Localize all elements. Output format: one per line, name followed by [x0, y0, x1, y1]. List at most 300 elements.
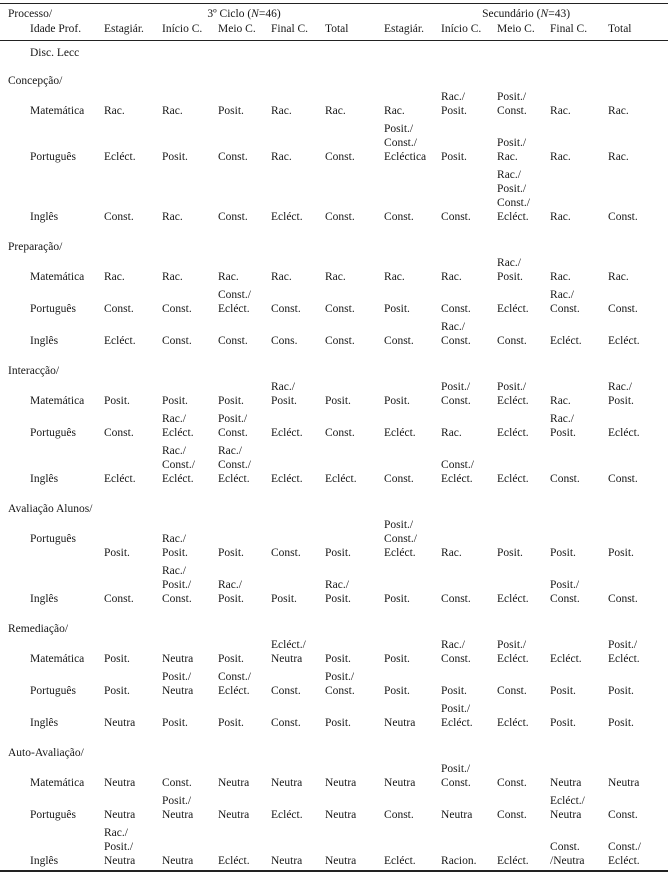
cell-line: Rac.: [162, 211, 183, 223]
cell-line: Rac.: [104, 105, 125, 117]
section-header-row: [0, 488, 668, 516]
cell-line: Const.: [384, 809, 414, 821]
cell-line: Posit./: [497, 381, 527, 393]
table-cell: [325, 562, 384, 608]
cell-line: Const./: [384, 137, 417, 149]
cell-line: Posit.: [218, 395, 244, 407]
cell-line: Const.: [104, 427, 134, 439]
cell-line: Const.: [325, 685, 355, 697]
cell-line: Ecléct.: [218, 855, 250, 867]
discipline-label: [0, 318, 104, 350]
cell-line: Rac./: [497, 169, 521, 181]
table-cell: [384, 562, 441, 608]
cell-line: Matemática: [30, 653, 85, 665]
table-cell: [325, 760, 384, 792]
cell-line: Const.: [218, 151, 248, 163]
cell-line: Ecléct.: [608, 653, 640, 665]
table-cell: [271, 254, 325, 286]
cell-line: Const.: [441, 211, 471, 223]
cell-line: Posit./: [441, 703, 471, 715]
cell-line: Const.: [608, 303, 638, 315]
cell-line: Posit.: [218, 717, 244, 729]
table-cell: [550, 824, 608, 871]
table-cell: [104, 760, 162, 792]
cell-line: Português: [30, 533, 76, 545]
table-row: [0, 120, 668, 166]
group-3-ciclo-n: N: [251, 8, 259, 20]
section-header-row: [0, 608, 668, 636]
cell-line: Rac.: [218, 271, 239, 283]
table-cell: [325, 254, 384, 286]
table-cell: [271, 636, 325, 668]
table-cell: [162, 254, 218, 286]
cell-line: Rac.: [441, 547, 462, 559]
discipline-label: [0, 88, 104, 120]
table-cell: [325, 442, 384, 488]
table-cell: [271, 700, 325, 732]
cell-line: Rac.: [550, 271, 571, 283]
table-cell: [550, 120, 608, 166]
cell-line: Rac./: [162, 565, 186, 577]
cell-line: Posit.: [162, 717, 188, 729]
cell-line: Ecléctica: [384, 151, 427, 163]
table-row: [0, 442, 668, 488]
table-cell: [218, 668, 271, 700]
table-cell: [384, 442, 441, 488]
table-cell: [384, 410, 441, 442]
table-cell: [497, 792, 550, 824]
cell-line: Inglês: [30, 473, 59, 485]
cell-line: Posit./: [497, 91, 527, 103]
table-cell: [441, 700, 497, 732]
cell-line: Rac./: [162, 533, 186, 545]
table-cell: [550, 700, 608, 732]
table-cell: [608, 516, 668, 562]
table-cell: [325, 88, 384, 120]
cell-line: Ecléct.: [104, 473, 136, 485]
cell-line: Rac./: [218, 445, 242, 457]
table-cell: [104, 442, 162, 488]
cell-line: Rac./: [608, 381, 632, 393]
table-cell: [104, 700, 162, 732]
group-secundario-post: =43): [548, 8, 571, 20]
table-cell: [608, 760, 668, 792]
section-title: Concepção/: [8, 75, 63, 87]
table-cell: [550, 636, 608, 668]
table-cell: [608, 286, 668, 318]
table-cell: [384, 254, 441, 286]
table-cell: [271, 824, 325, 871]
table-cell: [441, 120, 497, 166]
cell-line: Neutra: [441, 809, 473, 821]
cell-line: Rac.: [162, 271, 183, 283]
table-row: [0, 318, 668, 350]
cell-line: Const.: [608, 809, 638, 821]
cell-line: Português: [30, 809, 76, 821]
cell-line: Rac./: [497, 257, 521, 269]
cell-line: Neutra: [162, 809, 194, 821]
table-cell: [162, 792, 218, 824]
cell-line: Const.: [104, 593, 134, 605]
cell-line: Cons.: [271, 335, 298, 347]
table-cell: [325, 668, 384, 700]
cell-line: Neutra: [162, 685, 194, 697]
cell-line: Ecléct.: [608, 855, 640, 867]
table-cell: [325, 166, 384, 226]
table-cell: [441, 88, 497, 120]
table-cell: [162, 120, 218, 166]
cell-line: Posit.: [608, 395, 634, 407]
cell-line: Const.: [271, 685, 301, 697]
table-cell: [384, 516, 441, 562]
cell-line: Neutra: [218, 777, 250, 789]
table-cell: [218, 824, 271, 871]
table-cell: [104, 516, 162, 562]
cell-line: /Neutra: [550, 855, 585, 867]
cell-line: Ecléct.: [441, 717, 473, 729]
cell-line: Rac./: [162, 413, 186, 425]
cell-line: Posit./: [497, 183, 527, 195]
cell-line: Posit.: [104, 653, 130, 665]
cell-line: Posit.: [218, 593, 244, 605]
cell-line: Posit.: [608, 547, 634, 559]
table-cell: [218, 166, 271, 226]
table-cell: [384, 88, 441, 120]
cell-line: Const.: [271, 303, 301, 315]
cell-line: Posit./: [104, 841, 134, 853]
table-cell: [384, 378, 441, 410]
cell-line: Posit.: [325, 547, 351, 559]
discipline-label: [0, 410, 104, 442]
table-cell: [104, 318, 162, 350]
table-cell: [271, 562, 325, 608]
table-cell: [497, 700, 550, 732]
table-cell: [271, 792, 325, 824]
cell-line: Neutra: [550, 777, 582, 789]
table-cell: [104, 286, 162, 318]
table-cell: [271, 166, 325, 226]
table-cell: [550, 516, 608, 562]
table-cell: [325, 516, 384, 562]
table-cell: [550, 254, 608, 286]
cell-line: Posit./: [441, 381, 471, 393]
table-cell: [550, 668, 608, 700]
discipline-label: [0, 668, 104, 700]
table-cell: [162, 286, 218, 318]
table-cell: [384, 318, 441, 350]
cell-line: Rac.: [325, 271, 346, 283]
col-header-meio-sec: Meio C.: [497, 22, 550, 41]
cell-line: Posit./: [497, 137, 527, 149]
group-3-ciclo-pre: 3º Ciclo (: [207, 8, 252, 20]
cell-line: Ecléct.: [608, 335, 640, 347]
cell-line: Posit.: [218, 547, 244, 559]
cell-line: Rac.: [497, 151, 518, 163]
cell-line: Ecléct./: [550, 795, 585, 807]
table-cell: [384, 760, 441, 792]
cell-line: Ecléct.: [218, 303, 250, 315]
cell-line: Const.: [104, 211, 134, 223]
cell-line: Const.: [218, 335, 248, 347]
table-row: [0, 636, 668, 668]
cell-line: Ecléct.: [104, 335, 136, 347]
table-cell: [497, 286, 550, 318]
cell-line: Rac.: [441, 427, 462, 439]
cell-line: Posit.: [441, 151, 467, 163]
cell-line: Neutra: [162, 855, 194, 867]
table-cell: [384, 700, 441, 732]
cell-line: Ecléct.: [271, 427, 303, 439]
cell-line: Posit./: [325, 671, 355, 683]
cell-line: Posit./: [384, 519, 414, 531]
cell-line: Ecléct.: [162, 473, 194, 485]
discipline-label: [0, 516, 104, 562]
table-cell: [218, 792, 271, 824]
table-cell: [271, 88, 325, 120]
cell-line: Rac.: [271, 105, 292, 117]
table-cell: [441, 516, 497, 562]
cell-line: Rac./: [441, 321, 465, 333]
cell-line: Ecléct.: [104, 151, 136, 163]
table-cell: [384, 636, 441, 668]
discipline-label: [0, 636, 104, 668]
discipline-label: [0, 700, 104, 732]
cell-line: Inglês: [30, 717, 59, 729]
cell-line: Neutra: [608, 777, 640, 789]
table-cell: [608, 378, 668, 410]
cell-line: Const.: [497, 685, 527, 697]
cell-line: Rac.: [608, 105, 629, 117]
cell-line: Posit.: [325, 717, 351, 729]
table-cell: [441, 318, 497, 350]
cell-line: Ecléct.: [497, 855, 529, 867]
cell-line: Rac./: [550, 413, 574, 425]
cell-line: Neutra: [104, 855, 136, 867]
cell-line: Posit.: [384, 395, 410, 407]
table-cell: [550, 442, 608, 488]
table-cell: [325, 410, 384, 442]
table-cell: [384, 792, 441, 824]
table-cell: [162, 700, 218, 732]
table-cell: [104, 636, 162, 668]
table-cell: [218, 516, 271, 562]
table-cell: [218, 636, 271, 668]
table-cell: [608, 410, 668, 442]
table-cell: [218, 562, 271, 608]
cell-line: Posit.: [271, 593, 297, 605]
cell-line: Const.: [384, 211, 414, 223]
section-title: Preparação/: [8, 241, 63, 253]
table-cell: [497, 442, 550, 488]
table-row: [0, 700, 668, 732]
cell-line: Posit.: [550, 685, 576, 697]
cell-line: Rac.: [608, 271, 629, 283]
cell-line: Const.: [162, 303, 192, 315]
cell-line: Ecléct.: [384, 547, 416, 559]
table-row: [0, 254, 668, 286]
cell-line: Posit.: [384, 685, 410, 697]
cell-line: Inglês: [30, 335, 59, 347]
table-cell: [497, 88, 550, 120]
table-cell: [497, 318, 550, 350]
table-cell: [384, 120, 441, 166]
group-3-ciclo-post: =46): [258, 8, 281, 20]
cell-line: Ecléct.: [218, 473, 250, 485]
table-cell: [497, 516, 550, 562]
table-cell: [162, 442, 218, 488]
group-secundario-n: N: [540, 8, 549, 20]
table-cell: [104, 166, 162, 226]
cell-line: Ecléct.: [162, 427, 194, 439]
table-cell: [550, 318, 608, 350]
table-cell: [497, 668, 550, 700]
table-cell: [441, 824, 497, 871]
cell-line: Posit.: [218, 105, 244, 117]
section-title: Avaliação Alunos/: [8, 503, 93, 515]
table-cell: [384, 668, 441, 700]
table-cell: [550, 760, 608, 792]
table-cell: [497, 120, 550, 166]
cell-line: Const.: [441, 303, 471, 315]
cell-line: Posit.: [497, 271, 523, 283]
cell-line: Rac.: [550, 105, 571, 117]
header-disc-lecc: Disc. Lecc: [30, 47, 80, 59]
cell-line: Const.: [441, 777, 471, 789]
table-row: [0, 410, 668, 442]
table-cell: [271, 516, 325, 562]
table-cell: [162, 318, 218, 350]
cell-line: Rac.: [271, 271, 292, 283]
cell-line: Const.: [162, 593, 192, 605]
table-cell: [162, 636, 218, 668]
cell-line: Neutra: [271, 653, 303, 665]
table-row: [0, 378, 668, 410]
table-cell: [550, 410, 608, 442]
group-header-secundario: [384, 4, 668, 23]
cell-line: Rac.: [550, 395, 571, 407]
table-cell: [608, 636, 668, 668]
table-cell: [325, 120, 384, 166]
cell-line: Neutra: [104, 809, 136, 821]
table-cell: [384, 824, 441, 871]
cell-line: Rac./: [550, 289, 574, 301]
cell-line: Posit./: [497, 639, 527, 651]
cell-line: Inglês: [30, 855, 59, 867]
cell-line: Ecléct.: [497, 653, 529, 665]
discipline-label: [0, 442, 104, 488]
table-row: [0, 562, 668, 608]
cell-line: Ecléct.: [497, 593, 529, 605]
cell-line: Rac.: [325, 105, 346, 117]
table-cell: [271, 378, 325, 410]
cell-line: Posit.: [162, 547, 188, 559]
cell-line: Posit.: [608, 685, 634, 697]
cell-line: Const.: [104, 303, 134, 315]
cell-line: Ecléct.: [384, 427, 416, 439]
table-cell: [104, 824, 162, 871]
table-cell: [325, 318, 384, 350]
cell-line: Const.: [441, 395, 471, 407]
cell-line: Const.: [441, 593, 471, 605]
table-cell: [325, 286, 384, 318]
cell-line: Português: [30, 151, 76, 163]
cell-line: Posit.: [325, 395, 351, 407]
table-cell: [162, 760, 218, 792]
cell-line: Const.: [325, 151, 355, 163]
results-table: [0, 3, 668, 872]
cell-line: Matemática: [30, 271, 85, 283]
discipline-label: [0, 286, 104, 318]
cell-line: Const./: [608, 841, 641, 853]
table-cell: [497, 254, 550, 286]
cell-line: Português: [30, 427, 76, 439]
table-cell: [218, 442, 271, 488]
cell-line: Const./: [497, 197, 530, 209]
cell-line: Const.: [550, 303, 580, 315]
cell-line: Posit.: [104, 685, 130, 697]
table-cell: [218, 88, 271, 120]
cell-line: Posit./: [441, 763, 471, 775]
section-header-row: [0, 60, 668, 88]
cell-line: Posit./: [162, 795, 192, 807]
cell-line: Rac./: [441, 91, 465, 103]
table-cell: [497, 760, 550, 792]
cell-line: Const.: [384, 335, 414, 347]
section-header-row: [0, 226, 668, 254]
cell-line: Rac./: [325, 579, 349, 591]
cell-line: Posit.: [218, 653, 244, 665]
cell-line: Const./: [218, 671, 251, 683]
cell-line: Rac.: [608, 151, 629, 163]
table-cell: [441, 760, 497, 792]
cell-line: Ecléct.: [441, 473, 473, 485]
table-cell: [162, 516, 218, 562]
cell-line: Neutra: [218, 809, 250, 821]
cell-line: Const.: [497, 777, 527, 789]
table-row: [0, 516, 668, 562]
cell-line: Const.: [550, 593, 580, 605]
section-title: Remediação/: [8, 623, 69, 635]
cell-line: Rac.: [104, 271, 125, 283]
cell-line: Const.: [441, 335, 471, 347]
cell-line: Const.: [550, 473, 580, 485]
table-cell: [497, 562, 550, 608]
table-cell: [608, 166, 668, 226]
discipline-label: [0, 120, 104, 166]
table-cell: [162, 88, 218, 120]
cell-line: Neutra: [325, 855, 357, 867]
cell-line: Posit.: [441, 105, 467, 117]
cell-line: Ecléct.: [550, 653, 582, 665]
cell-line: Rac.: [441, 271, 462, 283]
cell-line: Posit.: [497, 547, 523, 559]
cell-line: Rac./: [271, 381, 295, 393]
col-header-inicio-sec: Início C.: [441, 22, 497, 41]
table-cell: [608, 562, 668, 608]
cell-line: Rac.: [550, 211, 571, 223]
cell-line: Posit.: [550, 427, 576, 439]
cell-line: Const./: [218, 289, 251, 301]
cell-line: Posit.: [104, 395, 130, 407]
table-cell: [441, 166, 497, 226]
table-cell: [384, 166, 441, 226]
cell-line: Ecléct.: [497, 303, 529, 315]
table-row: [0, 286, 668, 318]
table-cell: [608, 668, 668, 700]
cell-line: Ecléct.: [497, 395, 529, 407]
cell-line: Const.: [162, 335, 192, 347]
cell-line: Const.: [608, 211, 638, 223]
